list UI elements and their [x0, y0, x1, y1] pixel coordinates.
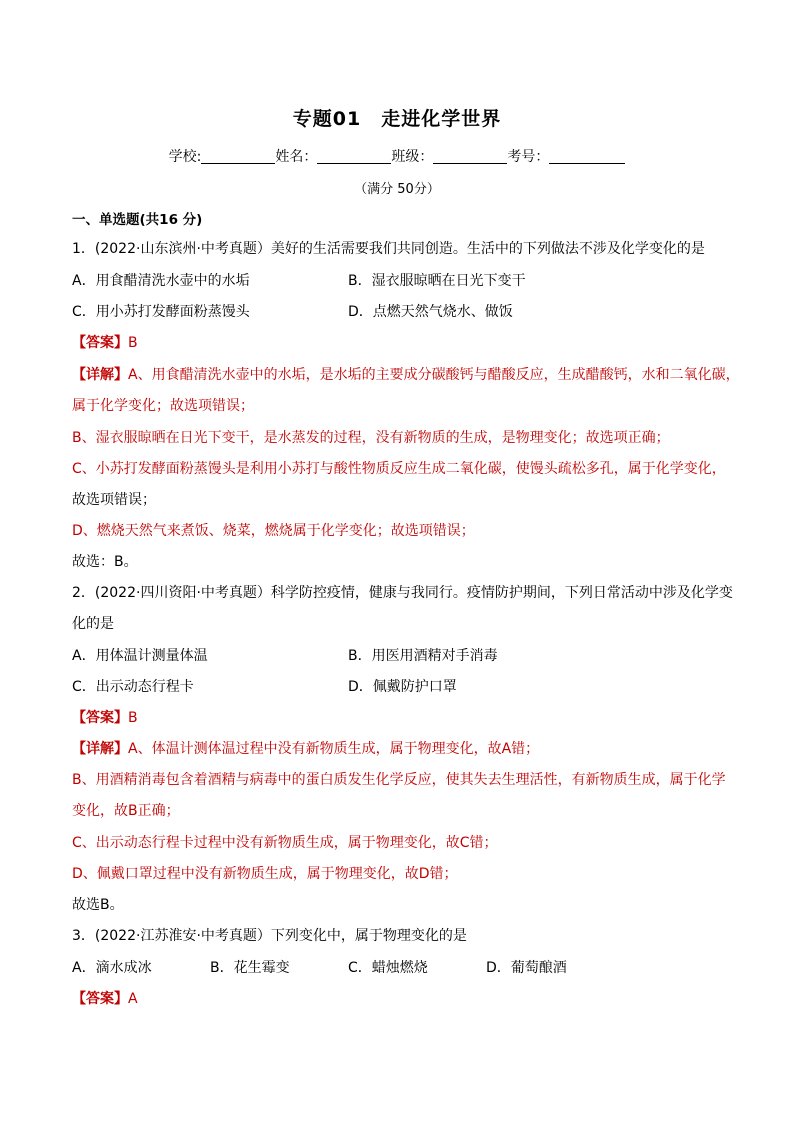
q2-stem-line-1: 2．(2022·四川资阳·中考真题）科学防控疫情，健康与我同行。疫情防护期间，下列日常活动中涉及化学变	[72, 585, 733, 601]
q2-detail-line-4: C、出示动态行程卡过程中没有新物质生成，属于物理变化，故C错；	[72, 835, 498, 851]
q3-option-b: B．花生霉变	[210, 960, 290, 976]
q2-detail-line-2: B、用酒精消毒包含着酒精与病毒中的蛋白质发生化学反应，使其失去生理活性，有新物质生成，属于化学	[72, 772, 726, 788]
q3-option-c: C．蜡烛燃烧	[348, 960, 428, 976]
q1-option-d: D．点燃天然气烧水、做饭	[348, 304, 513, 320]
q2-choice: 故选B。	[72, 897, 124, 913]
q2-option-d: D．佩戴防护口罩	[348, 679, 457, 695]
q1-detail-line-1: 【详解】A、用食醋清洗水壶中的水垢，是水垢的主要成分碳酸钙与醋酸反应，生成醋酸钙，水和二氧化碳，	[72, 367, 740, 383]
q1-answer	[72, 332, 138, 352]
name-blank[interactable]	[317, 149, 391, 164]
school-label: 学校:	[168, 149, 202, 165]
q1-stem: 1．(2022·山东滨州·中考真题）美好的生活需要我们共同创造。生活中的下列做法不涉及化学变化的是	[72, 241, 705, 257]
q2-option-c: C．出示动态行程卡	[72, 679, 194, 695]
q2-option-a: A．用体温计测量体温	[72, 648, 208, 664]
number-blank[interactable]	[549, 149, 625, 164]
q3-answer	[72, 988, 138, 1008]
q2-detail-line-3: 变化，故B正确；	[72, 803, 180, 819]
q1-answer-tag: 【答案】	[72, 335, 128, 351]
page-title: 专题01 走进化学世界	[292, 108, 502, 130]
q2-option-b: B．用医用酒精对手消毒	[348, 648, 498, 664]
q2-detail-line-1: 【详解】A、体温计测体温过程中没有新物质生成，属于物理变化，故A错；	[72, 741, 540, 757]
q1-option-c: C．用小苏打发酵面粉蒸馒头	[72, 304, 250, 320]
q3-stem: 3．(2022·江苏淮安·中考真题）下列变化中，属于物理变化的是	[72, 928, 467, 944]
q1-detail-line-4: C、小苏打发酵面粉蒸馒头是利用小苏打与酸性物质反应生成二氧化碳，使馒头疏松多孔，属于化学变化，	[72, 461, 726, 477]
q2-detail-line-5: D、佩戴口罩过程中没有新物质生成，属于物理变化，故D错；	[72, 866, 458, 882]
full-score: （满分 50分）	[354, 182, 440, 197]
q3-answer-tag: 【答案】	[72, 991, 128, 1007]
q1-detail-line-6: D、燃烧天然气来煮饭、烧菜，燃烧属于化学变化；故选项错误；	[72, 523, 475, 539]
q1-detail-line-2: 属于化学变化；故选项错误；	[72, 398, 254, 414]
section-heading: 一、单选题(共16 分)	[72, 212, 203, 228]
school-blank[interactable]	[201, 149, 275, 164]
q3-option-a: A．滴水成冰	[72, 960, 152, 976]
q1-detail-line-5: 故选项错误；	[72, 492, 156, 508]
q2-answer-value: B	[128, 710, 138, 726]
q2-answer	[72, 707, 138, 727]
class-label: 班级：	[391, 149, 434, 165]
q2-detail-tag: 【详解】	[72, 741, 128, 757]
q1-answer-value: B	[128, 335, 138, 351]
name-label: 姓名：	[275, 149, 318, 165]
q3-option-d: D．葡萄酿酒	[486, 960, 567, 976]
q3-answer-value: A	[128, 991, 138, 1007]
q2-stem-line-2: 化的是	[72, 616, 114, 632]
q1-detail-tag: 【详解】	[72, 367, 128, 383]
q1-choice: 故选：B。	[72, 554, 138, 570]
q1-option-a: A．用食醋清洗水壶中的水垢	[72, 273, 250, 289]
q1-detail-line-3: B、湿衣服晾晒在日光下变干，是水蒸发的过程，没有新物质的生成，是物理变化；故选项正确；	[72, 430, 670, 446]
student-info-line	[0, 146, 794, 166]
q2-answer-tag: 【答案】	[72, 710, 128, 726]
q1-option-b: B．湿衣服晾晒在日光下变干	[348, 273, 526, 289]
number-label: 考号：	[507, 149, 550, 165]
class-blank[interactable]	[433, 149, 507, 164]
